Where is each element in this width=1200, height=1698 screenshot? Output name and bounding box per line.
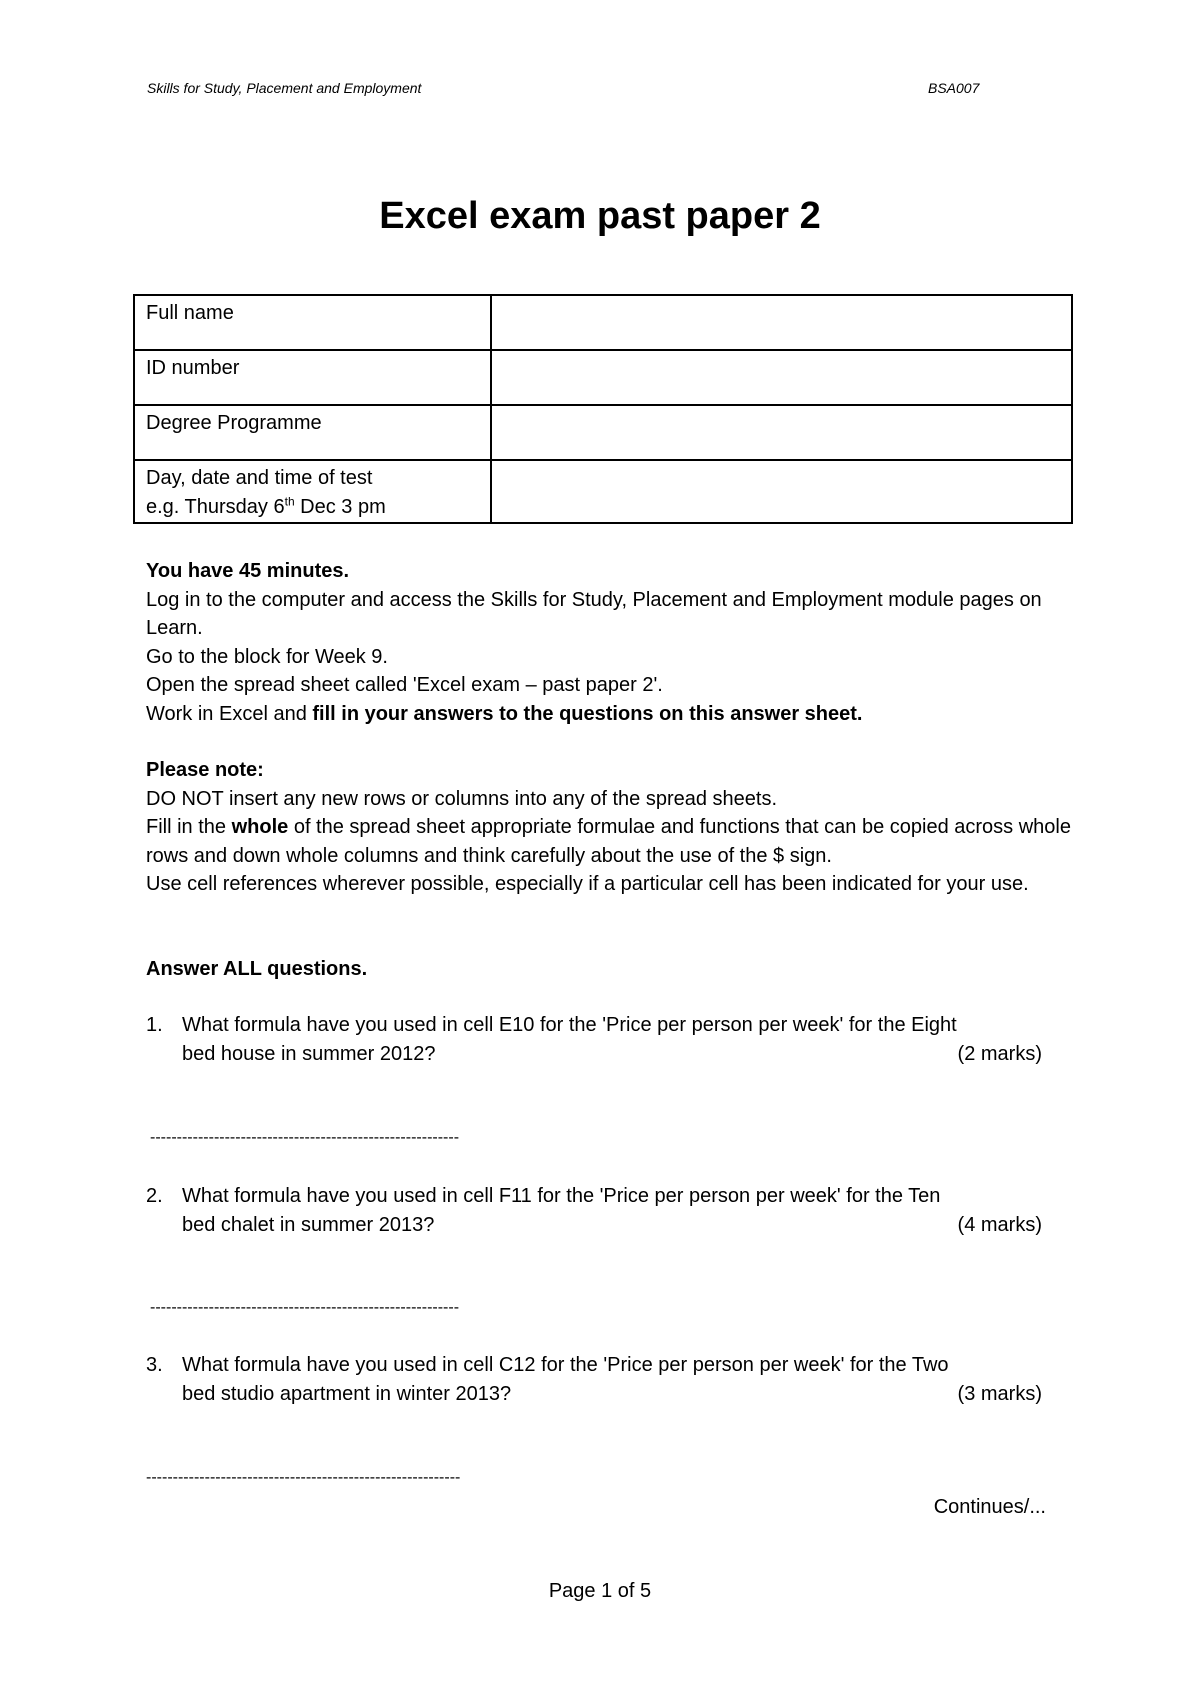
question-marks: (4 marks) (957, 1213, 1042, 1236)
note-line: DO NOT insert any new rows or columns into any of the spread sheets. (146, 787, 778, 810)
header-module-code: BSA007 (928, 80, 980, 96)
table-row (134, 350, 1072, 405)
full-name-label: Full name (134, 295, 491, 350)
please-note-section (146, 756, 1076, 899)
table-row (134, 460, 1072, 523)
instruction-line: Go to the block for Week 9. (146, 645, 388, 668)
table-row (134, 295, 1072, 350)
question-text: What formula have you used in cell C12 for the 'Price per person per week' for the Two (182, 1354, 949, 1376)
instruction-line: Work in Excel and fill in your answers to the questions on this answer sheet. (146, 702, 863, 725)
test-datetime-example: e.g. Thursday 6th Dec 3 pm (146, 494, 386, 518)
page-title: Excel exam past paper 2 (379, 195, 821, 237)
question-text: bed chalet in summer 2013? (182, 1213, 435, 1236)
answer-all-heading: Answer ALL questions. (146, 958, 368, 980)
question-text: bed studio apartment in winter 2013? (182, 1382, 512, 1405)
answer-line[interactable]: ----------------------------------------------------------- (146, 1469, 461, 1486)
question-number: 2. (146, 1185, 163, 1207)
question-number: 3. (146, 1354, 163, 1376)
instruction-line: Open the spread sheet called 'Excel exam – past paper 2'. (146, 674, 663, 696)
please-note-heading: Please note: (146, 759, 264, 781)
instructions (146, 557, 1076, 728)
note-line: Use cell references wherever possible, especially if a particular cell has been indicated for your use. (146, 873, 1029, 895)
header-module-title: Skills for Study, Placement and Employment (147, 80, 422, 96)
question-marks: (2 marks) (957, 1042, 1042, 1065)
question-2 (146, 1182, 1046, 1239)
time-allowed: You have 45 minutes. (146, 560, 350, 582)
question-text: What formula have you used in cell E10 for the 'Price per person per week' for the Eight (182, 1014, 957, 1036)
note-line: Fill in the whole of the spread sheet appropriate formulae and functions that can be copied across whole rows and down whole columns and think carefully about the use of the $ sign. (146, 816, 1071, 867)
question-text: What formula have you used in cell F11 for the 'Price per person per week' for the Ten (182, 1185, 941, 1207)
id-number-label: ID number (134, 350, 491, 405)
question-text: bed house in summer 2012? (182, 1042, 436, 1065)
test-datetime-label-line1: Day, date and time of test (146, 467, 373, 489)
full-name-field[interactable] (491, 295, 1072, 350)
question-marks: (3 marks) (957, 1382, 1042, 1405)
continues-note: Continues/... (933, 1496, 1046, 1518)
table-row (134, 405, 1072, 460)
degree-programme-label: Degree Programme (134, 405, 491, 460)
question-1 (146, 1011, 1046, 1068)
instruction-line: Log in to the computer and access the Skills for Study, Placement and Employment module pages on Learn. (146, 588, 1042, 639)
answer-line[interactable]: ---------------------------------------------------------- (150, 1299, 460, 1316)
test-datetime-field[interactable] (491, 460, 1072, 523)
question-number: 1. (146, 1014, 163, 1036)
question-3 (146, 1351, 1046, 1408)
id-number-field[interactable] (491, 350, 1072, 405)
answer-line[interactable]: ---------------------------------------------------------- (150, 1129, 460, 1146)
page-number: Page 1 of 5 (548, 1580, 652, 1602)
degree-programme-field[interactable] (491, 405, 1072, 460)
student-details-table (133, 294, 1073, 524)
test-datetime-label (134, 460, 491, 523)
